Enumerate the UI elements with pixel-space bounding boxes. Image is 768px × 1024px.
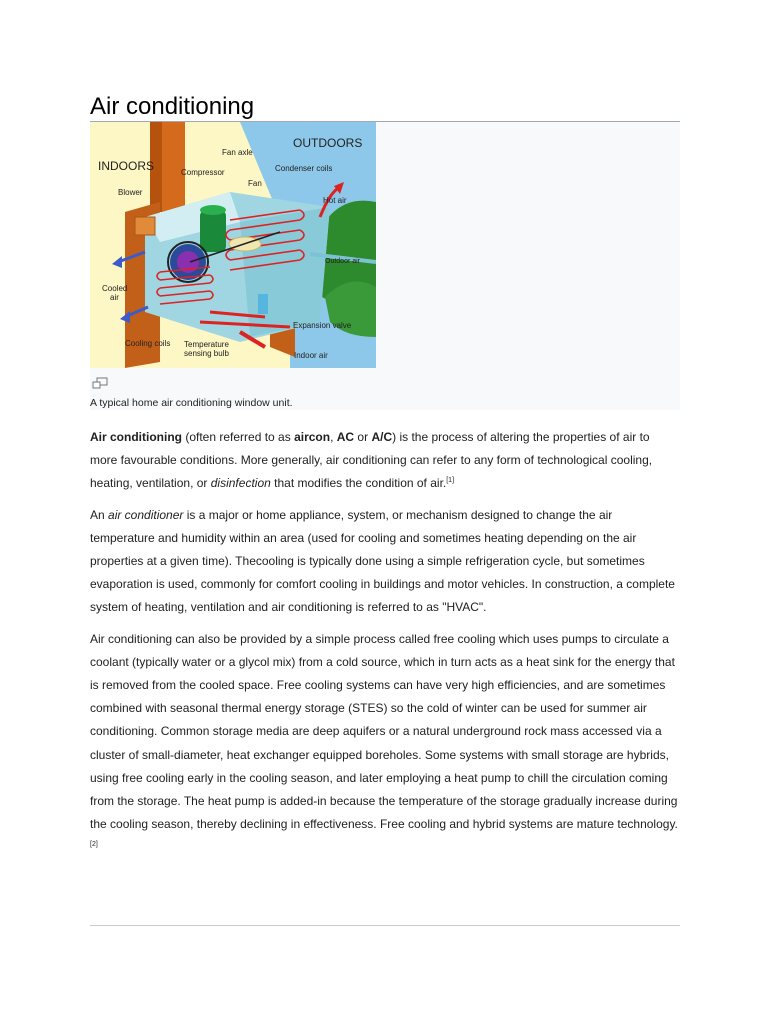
term-ac: AC — [336, 430, 355, 444]
paragraph-3: Air conditioning can also be provided by a simple process called free cooling which uses pumps to circulate a coolant (typically water or a glycol mix) from a cold source, which in turn acts as a heat sink for the energy that is removed from the cooled space. Free cooling systems can have very high efficiencies, and are sometimes combined with seasonal thermal energy storage (STES) so the cold of winter can be used for summer air conditioning. Common storage media are deep aquifers or a natural underground rock mass accessed via a cluster of small-diameter, heat exchanger equipped boreholes. Some systems with small storage are hybrids, using free cooling early in the cooling season, and later employing a heat pump to chill the circulation coming from the storage. The heat pump is added-in because the temperature of the storage gradually increase during the cooling season, thereby declining in effectiveness. Free cooling and hybrid systems are mature technology.[2] — [90, 631, 678, 849]
label-condenser-coils: Condenser coils — [275, 164, 333, 173]
reference-1[interactable]: [1] — [446, 477, 455, 485]
label-compressor: Compressor — [181, 168, 225, 177]
label-fan-axle: Fan axle — [222, 148, 253, 157]
link-disinfection[interactable]: disinfection — [210, 476, 271, 491]
term-aircon: aircon — [294, 430, 331, 444]
label-temp-bulb-line1: Temperature — [184, 340, 229, 349]
label-cooling-coils: Cooling coils — [125, 339, 171, 348]
reference-2[interactable]: [2] — [90, 841, 98, 849]
article-body — [90, 426, 680, 868]
figure-thumbnail — [90, 122, 680, 410]
term-a-c: A/C — [371, 430, 393, 444]
label-blower: Blower — [118, 188, 143, 197]
label-indoor-air: Indoor air — [294, 351, 328, 360]
label-fan: Fan — [248, 179, 262, 188]
label-expansion-valve: Expansion valve — [293, 321, 352, 330]
figure-caption: A typical home air conditioning window unit. — [90, 397, 293, 409]
paragraph-2: An air conditioner is a major or home appliance, system, or mechanism designed to change the air temperature and humidity within an area (used for cooling and sometimes heating depending on the air properties at a given time). Thecooling is typically done using a simple refrigeration cycle, but sometimes evaporation is used, commonly for comfort cooling in buildings and motor vehicles. In construction, a complete system of heating, ventilation and air conditioning is referred to as "HVAC". — [90, 507, 675, 615]
term-air-conditioner: air conditioner — [108, 507, 184, 522]
label-indoors: INDOORS — [98, 159, 155, 173]
bottom-divider — [90, 925, 680, 926]
label-outdoors: OUTDOORS — [293, 136, 363, 150]
term-air-conditioning: Air conditioning — [90, 430, 182, 444]
page-title: Air conditioning — [90, 93, 255, 120]
air-conditioner-diagram[interactable] — [90, 122, 376, 368]
label-cooled-air-line2: air — [110, 293, 119, 302]
paragraph-1: Air conditioning (often referred to as aircon, AC or A/C) is the process of altering the properties of air to more favourable conditions. More generally, air conditioning can refer to any form of technological cooling, heating, ventilation, or disinfection that modifies the condition of air.[1] — [90, 430, 653, 491]
magnify-icon[interactable] — [92, 376, 108, 388]
label-cooled-air-line1: Cooled — [102, 284, 128, 293]
label-temp-bulb-line2: sensing bulb — [184, 349, 229, 358]
label-outdoor-air: Outdoor air — [325, 258, 361, 265]
label-hot-air: Hot air — [323, 196, 347, 205]
